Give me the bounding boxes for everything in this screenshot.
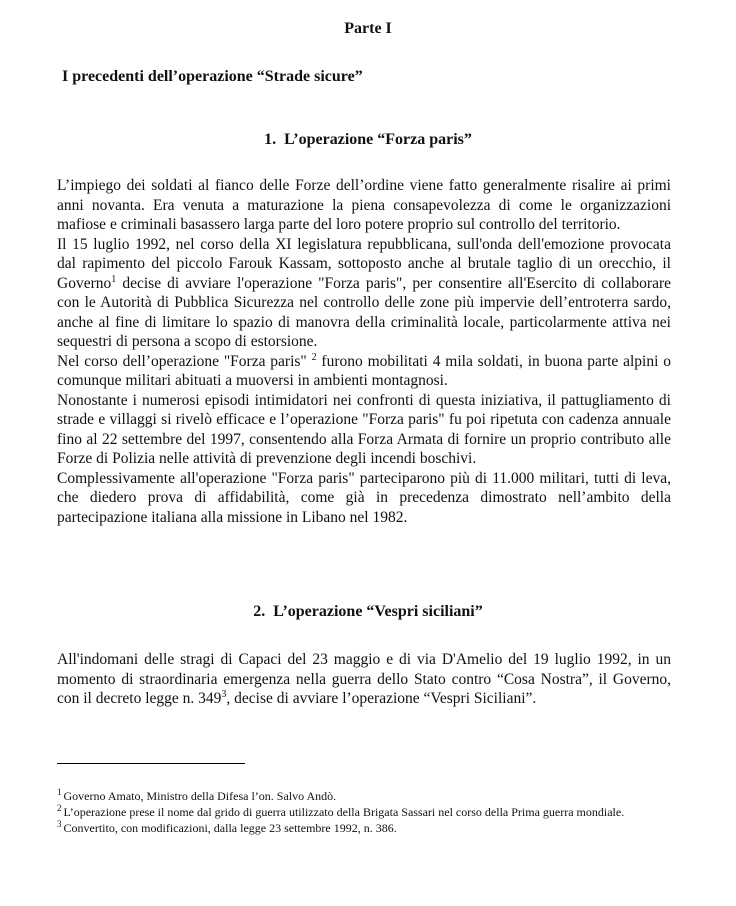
part-title: Parte I: [344, 20, 392, 37]
paragraph: All'indomani delle stragi di Capaci del 23 maggio e di via D'Amelio del 19 luglio 1992, in un momento di straordinaria emergenza nella guerra dello Stato contro “Cosa Nostra”, il Governo, con il decreto legge n. $349^3$, decise di avviare l’operazione “Vespri Siciliani”.: [57, 651, 671, 707]
footnote-2: $^2$ L’operazione prese il nome dal grido di guerra utilizzato della Brigata Sassari nel corso della Prima guerra mondiale.: [57, 803, 625, 819]
footnote-ref-2: 2: [311, 351, 317, 363]
paragraph: Il 15 luglio 1992, nel corso della XI legislatura repubblicana, sull'onda dell'emozione provocata dal rapimento del piccolo Farouk Kassam, sottoposto anche al brutale taglio di un orecchio, il Governo$^1$ decise di avviare l'operazione "Forza paris", per consentire all'Esercito di collaborare con le Autorità di Pubblica Sicurezza nel controllo delle zone più impervie dell’entroterra sardo, anche al fine di limitare lo spazio di manovra della criminalità locale, particolarmente attiva nei sequestri di persona a scopo di estorsione.: [57, 235, 671, 350]
footnotes: [57, 788, 671, 836]
chapter-2-heading: [0, 603, 736, 621]
chapter-2-body: [57, 650, 671, 709]
chapter-2-number: 2.: [253, 603, 266, 620]
paragraph: Nel corso dell’operazione "Forza paris" $^2$ furono mobilitati 4 mila soldati, in buona parte alpini o comunque militari abituati a muoversi in ambienti montagnosi.: [57, 351, 671, 389]
chapter-1-heading: [0, 131, 736, 149]
chapter-1-title: L’operazione “Forza paris”: [284, 131, 472, 148]
section-title: I precedenti dell’operazione “Strade sicure”: [62, 68, 363, 85]
footnote-1: $^1$ Governo Amato, Ministro della Difesa l’on. Salvo Andò.: [57, 787, 337, 803]
footnote-ref-1: 1: [111, 273, 117, 285]
chapter-2-title: L’operazione “Vespri siciliani”: [273, 603, 483, 620]
paragraph: Complessivamente all'operazione "Forza paris" parteciparono più di 11.000 militari, tutti di leva, che diedero prova di affidabilità, come già in precedenza dimostrato nell’ambito della partecipazione italiana alla missione in Libano nel 1982.: [57, 469, 671, 526]
footnote-ref-3: 3: [221, 688, 227, 700]
paragraph: Nonostante i numerosi episodi intimidatori nei confronti di questa iniziativa, il pattugliamento di strade e villaggi si rivelò efficace e l’operazione "Forza paris" fu poi ripetuta con cadenza annuale fino al 22 settembre del 1997, consentendo alla Forza Armata di fornire un proprio contributo alle Forze di Polizia nelle attività di prevenzione degli incendi boschivi.: [57, 391, 671, 467]
paragraph: L’impiego dei soldati al fianco delle Forze dell’ordine viene fatto generalmente risalire ai primi anni novanta. Era venuta a maturazione la piena consapevolezza di come le organizzazioni mafiose e criminali basassero larga parte del loro potere proprio sul controllo del territorio.: [57, 177, 671, 233]
chapter-1-body: [57, 176, 671, 527]
footnote-3: $^3$ Convertito, con modificazioni, dalla legge 23 settembre 1992, n. 386.: [57, 819, 397, 835]
chapter-1-number: 1.: [264, 131, 277, 148]
footnote-separator: [57, 763, 245, 764]
